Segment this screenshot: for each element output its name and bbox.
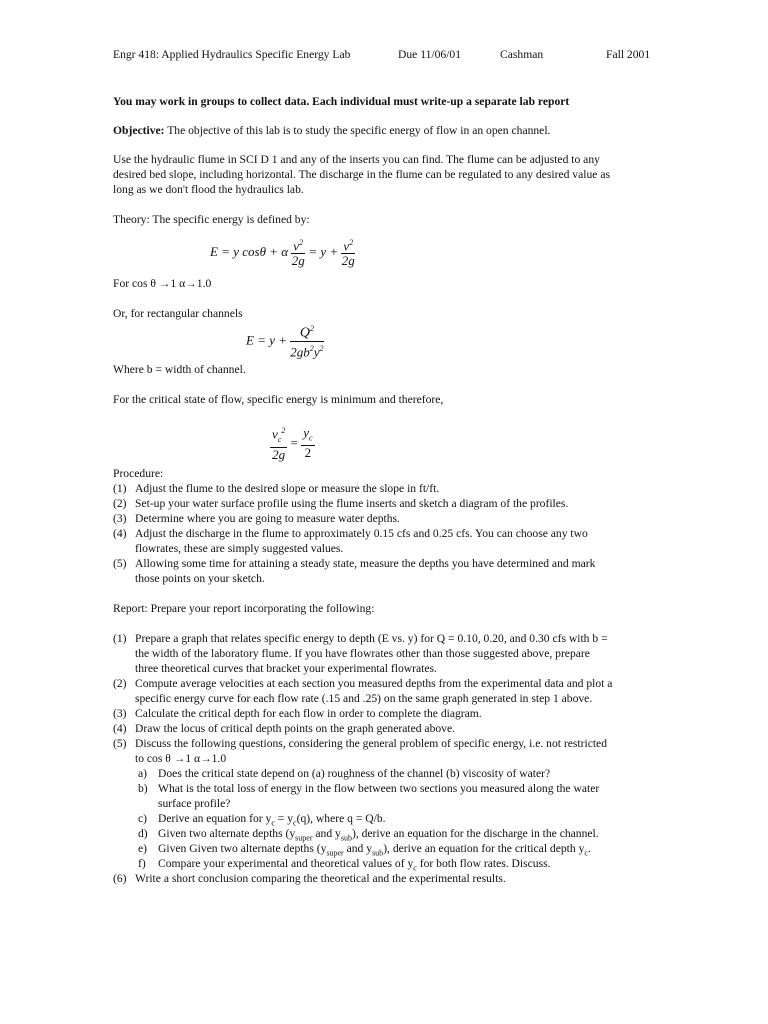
intro-line: desired bed slope, including horizontal. The discharge in the flume can be regulated to any desired value as [113, 168, 610, 181]
subitem-part: and y [312, 827, 341, 840]
eq1-den2: 2g [341, 253, 355, 269]
eq2-den-sup2: 2 [319, 343, 324, 353]
procedure-marker: (2) [113, 497, 127, 510]
subscript: sub [340, 833, 352, 843]
report-marker: (2) [113, 677, 127, 690]
procedure-item: Adjust the discharge in the flume to approximately 0.15 cfs and 0.25 cfs. You can choose any two [135, 527, 588, 540]
course-title: Engr 418: Applied Hydraulics Specific Energy Lab [113, 48, 351, 61]
subitem-marker: a) [138, 767, 148, 780]
report-item-continued: to cos θ →1 α→1.0 [135, 752, 227, 765]
eq3-den1: 2g [272, 446, 286, 462]
report-marker: (3) [113, 707, 127, 720]
objective-text: The objective of this lab is to study the specific energy of flow in an open channel. [164, 124, 551, 137]
eq1-num1: v [293, 238, 300, 254]
rectangular-energy-equation [246, 322, 324, 359]
eq3-fraction-1 [270, 424, 287, 462]
report-item: Prepare a graph that relates specific energy to depth (E vs. y) for Q = 0.10, 0.20, and 0.30 cfs with b = [135, 632, 608, 645]
eq2-den-mid: y [313, 343, 320, 359]
report-item: Draw the locus of critical depth points on the graph generated above. [135, 722, 456, 735]
report-marker: (5) [113, 737, 127, 750]
subitem-part: (q), where q = Q/b. [296, 812, 386, 825]
procedure-item: Set-up your water surface profile using the flume inserts and sketch a diagram of the profiles. [135, 497, 569, 510]
eq1-lhs: E = y cosθ + α [210, 244, 289, 260]
procedure-item: Allowing some time for attaining a steady state, measure the depths you have determined and mark [135, 557, 596, 570]
objective-label: Objective: [113, 124, 165, 137]
procedure-item-continued: those points on your sketch. [135, 572, 265, 585]
subitem-text: Does the critical state depend on (a) roughness of the channel (b) viscosity of water? [158, 767, 551, 780]
eq3-num2-sub: c [308, 433, 313, 443]
subitem-part: Given Given two alternate depths (y [158, 842, 327, 855]
procedure-title: Procedure: [113, 467, 164, 480]
instructor-name: Cashman [500, 48, 544, 61]
specific-energy-equation [210, 236, 355, 268]
subitem-marker: c) [138, 812, 148, 825]
subitem-part: Derive an equation for y [158, 812, 272, 825]
eq1-fraction-2 [341, 236, 355, 268]
eq3-num2: y [303, 424, 309, 440]
due-date: Due 11/06/01 [398, 48, 462, 61]
procedure-marker: (4) [113, 527, 127, 540]
eq1-num2: v [343, 238, 350, 254]
eq3-fraction-2 [301, 426, 314, 461]
procedure-item-continued: flowrates, these are simply suggested values. [135, 542, 344, 555]
eq3-equals: = [290, 434, 298, 450]
eq1-den1: 2g [291, 253, 305, 269]
term-label: Fall 2001 [606, 48, 651, 61]
intro-paragraph [113, 152, 661, 197]
subscript: super [295, 833, 313, 843]
cos-approximation: For cos θ →1 α→1.0 [113, 277, 212, 290]
eq2-den: 2gb [290, 343, 310, 359]
rectangular-channels-line: Or, for rectangular channels [113, 307, 243, 320]
eq1-fraction-1 [291, 236, 305, 268]
eq1-sup2: 2 [349, 238, 354, 247]
critical-state-line: For the critical state of flow, specific energy is minimum and therefore, [113, 393, 444, 406]
procedure-marker: (5) [113, 557, 127, 570]
eq1-sup1: 2 [299, 238, 304, 247]
eq2-lhs: E = y + [246, 332, 288, 348]
theory-line: Theory: The specific energy is defined by: [113, 213, 310, 226]
eq2-num-sup: 2 [309, 324, 314, 333]
report-conclusion-item: Write a short conclusion comparing the theoretical and the experimental results. [135, 872, 506, 885]
subscript: c [413, 863, 417, 873]
subscript: super [326, 848, 344, 858]
eq3-num1-sub: c [277, 434, 282, 444]
report-title: Report: Prepare your report incorporating the following: [113, 602, 375, 615]
procedure-item: Determine where you are going to measure water depths. [135, 512, 400, 525]
eq3-sup: 2 [281, 426, 286, 435]
subitem-part: Compare your experimental and theoretical values of y [158, 857, 414, 870]
subitem-part: Given two alternate depths (y [158, 827, 296, 840]
report-marker: (4) [113, 722, 127, 735]
where-b-line: Where b = width of channel. [113, 363, 246, 376]
subscript: c [293, 818, 297, 828]
eq1-mid: = y + [308, 244, 339, 260]
subscript: c [584, 848, 588, 858]
report-item: Discuss the following questions, considering the general problem of specific energy, i.e. not restricted [135, 737, 607, 750]
report-marker: (1) [113, 632, 127, 645]
eq2-fraction [290, 322, 323, 359]
objective-paragraph [113, 123, 550, 138]
subitem-marker: e) [138, 842, 148, 855]
subitem-part: . [587, 842, 591, 855]
report-item-continued: specific energy curve for each flow rate (.15 and .25) on the same graph generated in step 1 above. [135, 692, 593, 705]
report-item: Compute average velocities at each section you measured depths from the experimental data and plot a [135, 677, 613, 690]
intro-line: Use the hydraulic flume in SCI D 1 and any of the inserts you can find. The flume can be adjusted to any [113, 153, 600, 166]
report-item: Calculate the critical depth for each flow in order to complete the diagram. [135, 707, 482, 720]
subitem-part: for both flow rates. Discuss. [416, 857, 551, 870]
subscript: c [271, 818, 275, 828]
subitem-marker: d) [138, 827, 148, 840]
procedure-item: Adjust the flume to the desired slope or measure the slope in ft/ft. [135, 482, 440, 495]
eq3-den2: 2 [304, 445, 312, 461]
report-item-continued: three theoretical curves that bracket your experimental flowrates. [135, 662, 437, 675]
group-notice: You may work in groups to collect data. Each individual must write-up a separate lab report [113, 95, 570, 108]
subitem-marker: b) [138, 782, 148, 795]
subitem-part: ), derive an equation for the critical depth y [383, 842, 585, 855]
eq3-num1: v [272, 426, 278, 442]
subitem-text: What is the total loss of energy in the flow between two sections you measured along the water [158, 782, 600, 795]
intro-line: long as we don't flood the hydraulics lab. [113, 183, 304, 196]
report-item-continued: the width of the laboratory flume. If you have flowrates other than those suggested above, prepare [135, 647, 590, 660]
subitem-marker: f) [138, 857, 146, 870]
procedure-marker: (1) [113, 482, 127, 495]
subitem-part: = y [274, 812, 294, 825]
eq2-den-sup1: 2 [309, 343, 314, 353]
report-marker: (6) [113, 872, 127, 885]
procedure-marker: (3) [113, 512, 127, 525]
eq2-num: Q [299, 325, 310, 341]
subscript: sub [372, 848, 384, 858]
critical-depth-equation [270, 424, 315, 462]
subitem-part: ), derive an equation for the discharge in the channel. [351, 827, 599, 840]
subitem-part: and y [343, 842, 373, 855]
subitem-text-continued: surface profile? [158, 797, 231, 810]
